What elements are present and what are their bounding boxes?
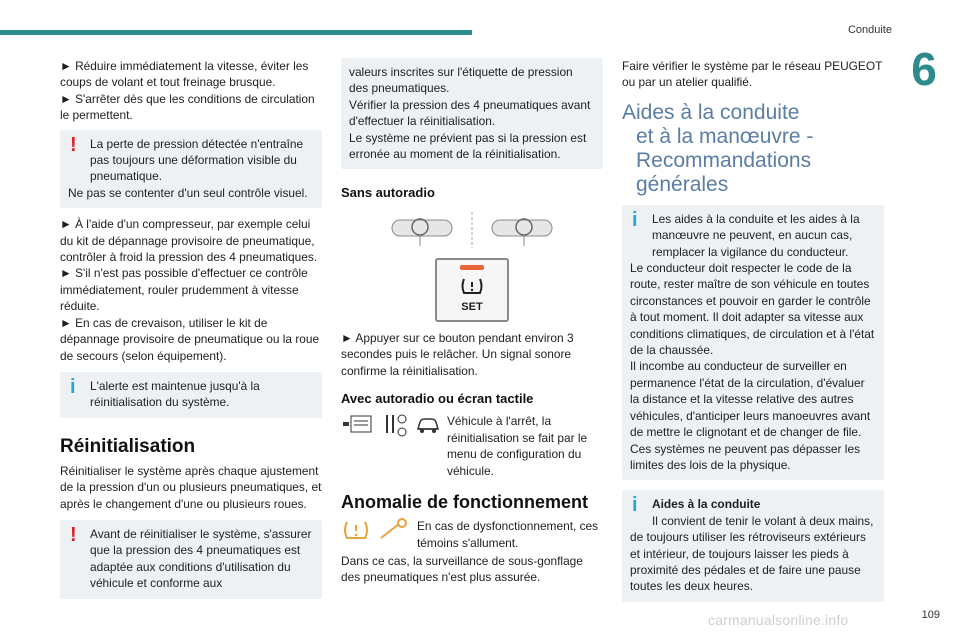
heading-line: Recommandations: [636, 148, 812, 172]
car-icon: [415, 413, 441, 437]
chapter-number: 6: [896, 38, 952, 100]
heading-line: Aides à la conduite: [622, 100, 800, 124]
menu-icons-row: [341, 413, 603, 479]
warning-icon: !: [70, 523, 77, 546]
info-text: Les aides à la conduite et les aides à la manœuvre ne peuvent, en aucun cas, remplacer la vigilance du conducteur.: [652, 211, 860, 259]
info-title: Aides à la conduite: [652, 497, 761, 512]
steering-wheel-right-icon: [490, 210, 554, 250]
indicator-light: [460, 265, 484, 270]
paragraph: Réinitialiser le système après chaque ajustement de la pression d'un ou plusieurs pneumatiques, et après le changement d'une ou plusieurs roues.: [60, 463, 322, 511]
watermark: carmanualsonline.info: [708, 612, 849, 628]
info-text: Le conducteur doit respecter le code de la route, rester maître de son véhicule en toutes circonstances et pouvoir en garder le contrôle à tout moment. Il doit adapter sa vitesse aux conditions climatiques, de circulation et à l'état de la chaussée.: [630, 261, 875, 358]
tyre-pressure-icon: [459, 276, 485, 296]
paragraph: ► S'il n'est pas possible d'effectuer ce contrôle immédiatement, rouler prudemment à vitesse réduite.: [60, 266, 308, 314]
heading-avec-autoradio: Avec autoradio ou écran tactile: [341, 391, 534, 407]
column-1: [60, 58, 322, 605]
touchscreen-icon: [341, 413, 375, 437]
paragraph: En cas de dysfonctionnement, ces témoins s'allument.: [417, 519, 599, 550]
service-wrench-icon: [377, 518, 411, 542]
section-heading-aides: [622, 101, 884, 197]
warning-text: La perte de pression détectée n'entraîne pas toujours une déformation visible du pneumatique.: [90, 136, 304, 184]
steering-wheel-illustration: [341, 210, 603, 250]
info-icon: i: [70, 375, 76, 398]
warning-text: Avant de réinitialiser le système, s'assurer que la pression des 4 pneumatiques est adaptée aux conditions d'utilisation du véhicule et conforme aux: [90, 526, 312, 591]
warning-text: Ne pas se contenter d'un seul contrôle visuel.: [68, 185, 308, 200]
paragraph: Véhicule à l'arrêt, la réinitialisation se fait par le menu de configuration du véhicule.: [447, 414, 588, 478]
info-text: Il incombe au conducteur de surveiller en permanence l'état de la circulation, d'évaluer la distance et la vitesse relative des autres véhicules, d'anticiper leurs manoeuvres avant de mettre le clignotant et de changer de file.: [630, 359, 871, 440]
warning-text: valeurs inscrites sur l'étiquette de pression des pneumatiques.: [349, 65, 573, 96]
paragraph: ► S'arrêter dès que les conditions de circulation le permettent.: [60, 91, 315, 123]
warning-box: [60, 130, 322, 209]
paragraph: Faire vérifier le système par le réseau PEUGEOT ou par un atelier qualifié.: [622, 59, 883, 90]
warning-box-continued: [341, 58, 603, 169]
paragraph: ► À l'aide d'un compresseur, par exemple celui du kit de dépannage provisoire de pneumatique, contrôler à froid la pression des 4 pneumatiques.: [60, 217, 318, 265]
vehicle-settings-icon: [381, 413, 409, 439]
info-box: [60, 372, 322, 418]
warning-text: Le système ne prévient pas si la pression est erronée au moment de la réinitialisation.: [349, 130, 587, 162]
heading-line: et à la manœuvre -: [636, 124, 814, 148]
column-3: [622, 58, 884, 608]
set-label: SET: [461, 300, 483, 313]
warning-text: Vérifier la pression des 4 pneumatiques avant d'effectuer la réinitialisation.: [349, 97, 591, 129]
set-button-illustration: [435, 258, 509, 322]
heading-anomalie: Anomalie de fonctionnement: [341, 492, 589, 513]
section-title: Conduite: [847, 24, 892, 36]
paragraph: ► Appuyer sur ce bouton pendant environ 3 secondes puis le relâcher. Un signal sonore confirme la réinitialisation.: [341, 330, 574, 378]
heading-sans-autoradio: Sans autoradio: [341, 185, 435, 201]
info-box: [622, 205, 884, 481]
heading-line: générales: [636, 172, 729, 196]
column-2: [341, 58, 603, 586]
info-text: Il convient de tenir le volant à deux mains, de toujours utiliser les rétroviseurs extérieurs et intérieur, de toujours laisser les pieds à proximité des pédales et de faire une pause toutes les deux heures.: [630, 513, 874, 594]
warning-box: [60, 520, 322, 599]
info-icon: i: [632, 494, 638, 517]
paragraph: ► Réduire immédiatement la vitesse, éviter les coups de volant et tout freinage brusque.: [60, 59, 309, 90]
info-box: [622, 490, 884, 601]
tyre-pressure-warning-icon: [341, 518, 371, 542]
paragraph: Dans ce cas, la surveillance de sous-gonflage des pneumatiques n'est plus assurée.: [341, 553, 583, 585]
paragraph: ► En cas de crevaison, utiliser le kit de dépannage provisoire de pneumatique ou la roue de secours (selon équipement).: [60, 315, 320, 363]
info-icon: i: [632, 208, 638, 231]
divider-icon: [468, 210, 476, 250]
steering-wheel-left-icon: [390, 210, 454, 250]
info-text: Ces systèmes ne peuvent pas dépasser les limites des lois de la physique.: [630, 441, 861, 472]
header-accent-bar: [0, 30, 472, 35]
warning-icon: !: [70, 133, 77, 156]
warning-lights-row: [341, 518, 603, 551]
info-text: L'alerte est maintenue jusqu'à la réinitialisation du système.: [90, 378, 260, 410]
heading-reinitialisation: Réinitialisation: [60, 435, 196, 457]
page-number: 109: [921, 609, 940, 621]
